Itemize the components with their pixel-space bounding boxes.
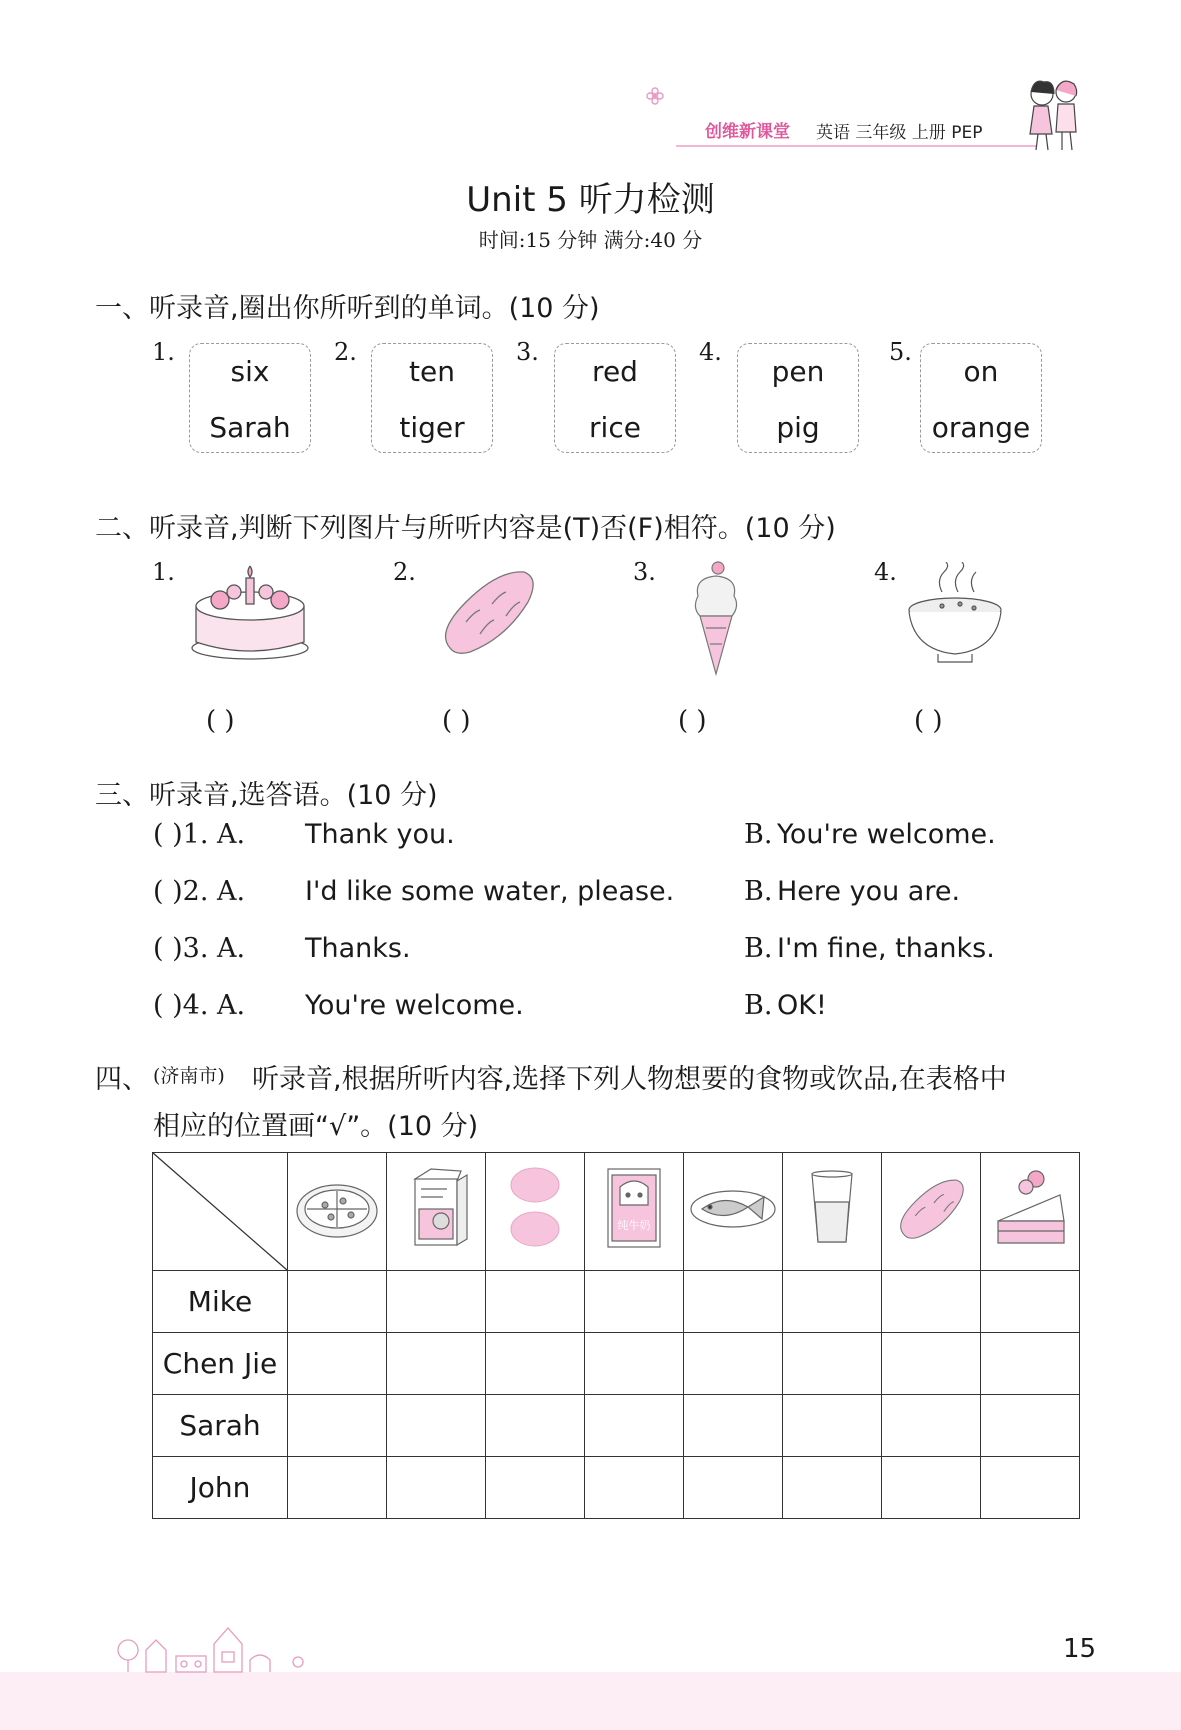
eggs-icon (486, 1153, 585, 1271)
person-name: John (153, 1457, 288, 1519)
item-number: 3. (516, 338, 539, 366)
time-and-score: 时间:15 分钟 满分:40 分 (478, 228, 703, 252)
answer-blank[interactable]: ( ) (442, 706, 471, 736)
word-option[interactable]: pen (771, 355, 825, 388)
check-cell[interactable] (684, 1395, 783, 1457)
part4-heading-line1: 听录音,根据所听内容,选择下列人物想要的食物或饮品,在表格中 (252, 1064, 1007, 1095)
pizza-icon (288, 1153, 387, 1271)
part4-number: 四、 (95, 1064, 149, 1095)
word-choice-box (920, 343, 1042, 453)
option-a[interactable]: I'd like some water, please. (305, 876, 675, 907)
header-divider (676, 145, 1036, 147)
question-prefix: ( )4. A. (153, 990, 246, 1021)
check-cell[interactable] (783, 1457, 882, 1519)
item-number: 1. (152, 558, 175, 586)
page-title: Unit 5 听力检测 (466, 180, 715, 220)
check-cell[interactable] (981, 1271, 1080, 1333)
question-prefix: ( )3. A. (153, 933, 246, 964)
item-number: 4. (874, 558, 897, 586)
check-cell[interactable] (486, 1271, 585, 1333)
answer-blank[interactable]: ( ) (678, 706, 707, 736)
part4-heading-line2: 相应的位置画“√”。(10 分) (153, 1111, 479, 1142)
check-cell[interactable] (585, 1333, 684, 1395)
option-b-label: B. (744, 876, 773, 907)
juice-carton-icon (387, 1153, 486, 1271)
water-glass-icon (783, 1153, 882, 1271)
check-cell[interactable] (288, 1457, 387, 1519)
person-name: Mike (153, 1271, 288, 1333)
word-option[interactable]: red (592, 355, 638, 388)
region-tag: (济南市) (153, 1065, 225, 1087)
part3-heading: 三、听录音,选答语。(10 分) (95, 780, 438, 811)
check-cell[interactable] (882, 1457, 981, 1519)
word-choice-box (371, 343, 493, 453)
check-cell[interactable] (486, 1333, 585, 1395)
person-name: Sarah (153, 1395, 288, 1457)
answer-blank[interactable]: ( ) (206, 706, 235, 736)
word-choice-box (189, 343, 311, 453)
option-b[interactable]: Here you are. (777, 876, 961, 907)
word-option[interactable]: ten (409, 355, 455, 388)
check-cell[interactable] (882, 1271, 981, 1333)
word-option[interactable]: on (963, 355, 999, 388)
check-cell[interactable] (981, 1395, 1080, 1457)
option-a[interactable]: You're welcome. (305, 990, 524, 1021)
check-cell[interactable] (783, 1395, 882, 1457)
check-cell[interactable] (288, 1395, 387, 1457)
word-option[interactable]: tiger (399, 411, 465, 444)
word-option[interactable]: orange (931, 411, 1031, 444)
check-cell[interactable] (387, 1395, 486, 1457)
check-cell[interactable] (585, 1395, 684, 1457)
diagonal-header-cell (153, 1153, 288, 1271)
check-cell[interactable] (387, 1457, 486, 1519)
option-b-label: B. (744, 933, 773, 964)
check-cell[interactable] (684, 1333, 783, 1395)
option-a[interactable]: Thanks. (305, 933, 411, 964)
item-number: 5. (889, 338, 912, 366)
check-cell[interactable] (486, 1457, 585, 1519)
word-option[interactable]: six (230, 355, 270, 388)
check-cell[interactable] (783, 1333, 882, 1395)
check-cell[interactable] (981, 1333, 1080, 1395)
item-number: 2. (334, 338, 357, 366)
part1-heading: 一、听录音,圈出你所听到的单词。(10 分) (95, 293, 600, 324)
word-option[interactable]: rice (589, 411, 641, 444)
fish-icon (684, 1153, 783, 1271)
girls-illustration-icon (1018, 72, 1088, 152)
word-option[interactable]: pig (776, 411, 820, 444)
check-cell[interactable] (684, 1457, 783, 1519)
page-number: 15 (1063, 1634, 1097, 1664)
person-name: Chen Jie (153, 1333, 288, 1395)
question-prefix: ( )1. A. (153, 819, 246, 850)
ice-cream-icon (688, 556, 744, 682)
check-cell[interactable] (387, 1271, 486, 1333)
check-cell[interactable] (882, 1333, 981, 1395)
check-cell[interactable] (882, 1395, 981, 1457)
option-b-label: B. (744, 990, 773, 1021)
item-number: 3. (633, 558, 656, 586)
check-cell[interactable] (288, 1271, 387, 1333)
milk-bag-icon (585, 1153, 684, 1271)
bread-icon (882, 1153, 981, 1271)
milk-label: 纯牛奶 (617, 1219, 651, 1232)
check-cell[interactable] (585, 1271, 684, 1333)
option-b[interactable]: You're welcome. (777, 819, 996, 850)
check-cell[interactable] (684, 1271, 783, 1333)
food-choice-table (152, 1152, 1080, 1519)
bread-icon (436, 562, 540, 664)
option-b[interactable]: I'm fine, thanks. (777, 933, 995, 964)
word-choice-box (737, 343, 859, 453)
option-b[interactable]: OK! (777, 990, 827, 1021)
book-meta: 英语 三年级 上册 PEP (816, 123, 983, 143)
option-b-label: B. (744, 819, 773, 850)
rice-bowl-icon (902, 562, 1008, 670)
part2-heading: 二、听录音,判断下列图片与所听内容是(T)否(F)相符。(10 分) (95, 513, 836, 544)
answer-blank[interactable]: ( ) (914, 706, 943, 736)
item-number: 2. (393, 558, 416, 586)
houses-decoration-icon (110, 1622, 310, 1678)
item-number: 4. (699, 338, 722, 366)
check-cell[interactable] (486, 1395, 585, 1457)
cake-slice-icon (981, 1153, 1080, 1271)
check-cell[interactable] (783, 1271, 882, 1333)
option-a[interactable]: Thank you. (305, 819, 455, 850)
check-cell[interactable] (981, 1457, 1080, 1519)
cake-icon (186, 560, 314, 670)
check-cell[interactable] (387, 1333, 486, 1395)
check-cell[interactable] (585, 1457, 684, 1519)
check-cell[interactable] (288, 1333, 387, 1395)
question-prefix: ( )2. A. (153, 876, 246, 907)
item-number: 1. (152, 338, 175, 366)
footer-band (0, 1672, 1181, 1730)
word-option[interactable]: Sarah (209, 411, 291, 444)
word-choice-box (554, 343, 676, 453)
brand-name: 创维新课堂 (705, 122, 790, 142)
flower-icon (645, 86, 665, 110)
